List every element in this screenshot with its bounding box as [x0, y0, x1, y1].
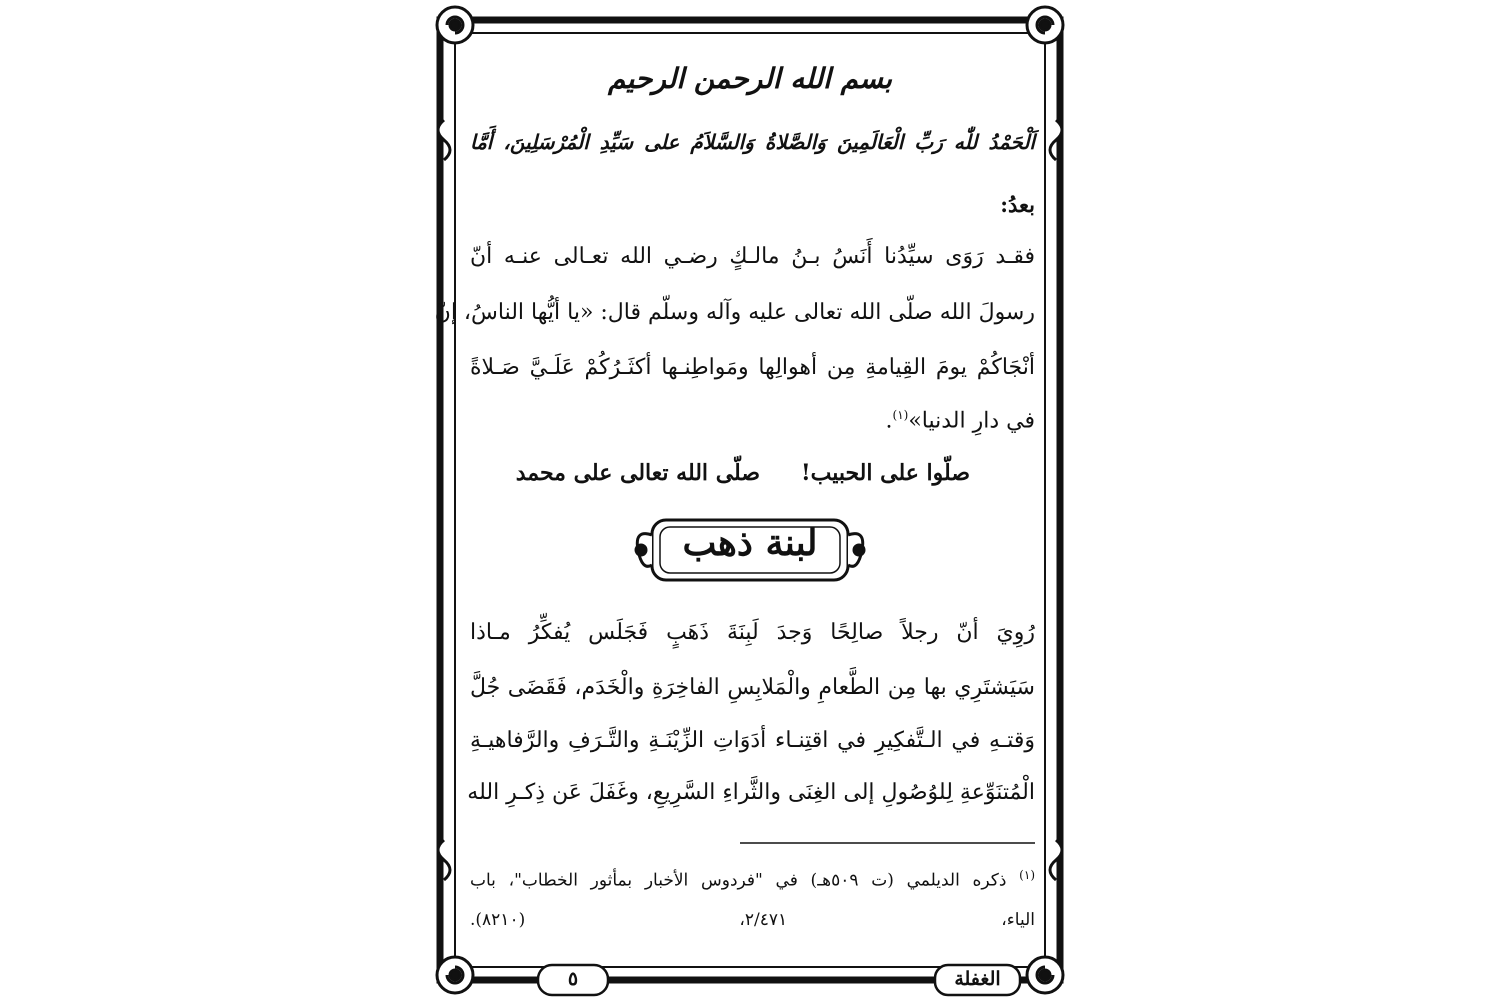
section-title: لبنة ذهب [682, 522, 818, 564]
hadith-line-2: رسولَ الله صلّى الله تعالى عليه وآله وسلّم قال: «يا أيُّها الناسُ، إنّ [434, 300, 1035, 325]
corner-ornament-bottom-left [437, 957, 473, 993]
corner-ornament-top-right [1027, 7, 1063, 43]
footer-book-title: الغفلة [954, 968, 1001, 990]
salawat-call: صلّوا على الحبيب! [800, 460, 970, 486]
footnote-marker: (١) [1019, 868, 1035, 882]
footnote-line-2: الياء، ٢/٤٧١، (٨٢١٠). [470, 910, 1035, 930]
story-line-2: سَيَشتَرِي بها مِن الطَّعامِ والْمَلابِسِ الفاخِرَةِ والْخَدَم، فَقَضَى جُلَّ [470, 675, 1035, 700]
hadith-line-4: في دارِ الدنيا»$^{(١)}$. [885, 408, 1035, 434]
hadith-line-1: فقـد رَوَى سيِّدُنا أَنَسُ بـنُ مالـكٍ رضـي الله تعـالى عنـه أنّ [470, 244, 1035, 269]
corner-ornament-top-left [437, 7, 473, 43]
story-line-1: رُوِيَ أنّ رجلاً صالِحًا وَجدَ لَبِنَةَ ذَهَبٍ فَجَلَس يُفكِّرُ مـاذا [470, 620, 1035, 645]
story-line-3: وَقتـهِ في الـتَّفكِيرِ في اقتِنـاء أدَوَاتِ الزِّيْنَـةِ والتَّـرَفِ والرَّفاهيـةِ [470, 728, 1035, 753]
hadith-last-text: في دارِ الدنيا» [908, 408, 1035, 434]
corner-ornament-bottom-right [1027, 957, 1063, 993]
footnote-text-1: ذكره الديلمي (ت ٥٠٩هـ) في "فردوس الأخبار بمأثور الخطاب"، باب [470, 870, 1007, 891]
opening-after: بعدُ: [1000, 192, 1035, 217]
opening-praise: اَلْحَمْدُ للّٰه رَبِّ الْعَالَمِينَ وَالصَّلاةُ وَالسَّلاَمُ على سَيِّدِ الْمُرْسَلِينَ، أَمَّا [470, 130, 1035, 154]
hadith-footnote-ref[interactable]: (١) [892, 408, 909, 422]
story-line-4: الْمُتنَوِّعةِ لِلوُصُولِ إلى الغِنَى والثَّراءِ السَّرِيعِ، وغَفَلَ عَن ذِكـرِ الله [467, 780, 1035, 805]
footer-page-number: ٥ [567, 968, 579, 990]
footnote-line-1 [470, 868, 1035, 891]
hadith-line-3: أنْجَاكُمْ يومَ القِيامةِ مِن أهوالِها ومَواطِنـها أكثَـرُكُمْ عَلَـيَّ صَـلاةً [470, 355, 1035, 380]
basmala-heading: بسم الله الرحمن الرحيم [608, 62, 892, 95]
salawat-response: صلّى الله تعالى على محمد [515, 460, 760, 486]
